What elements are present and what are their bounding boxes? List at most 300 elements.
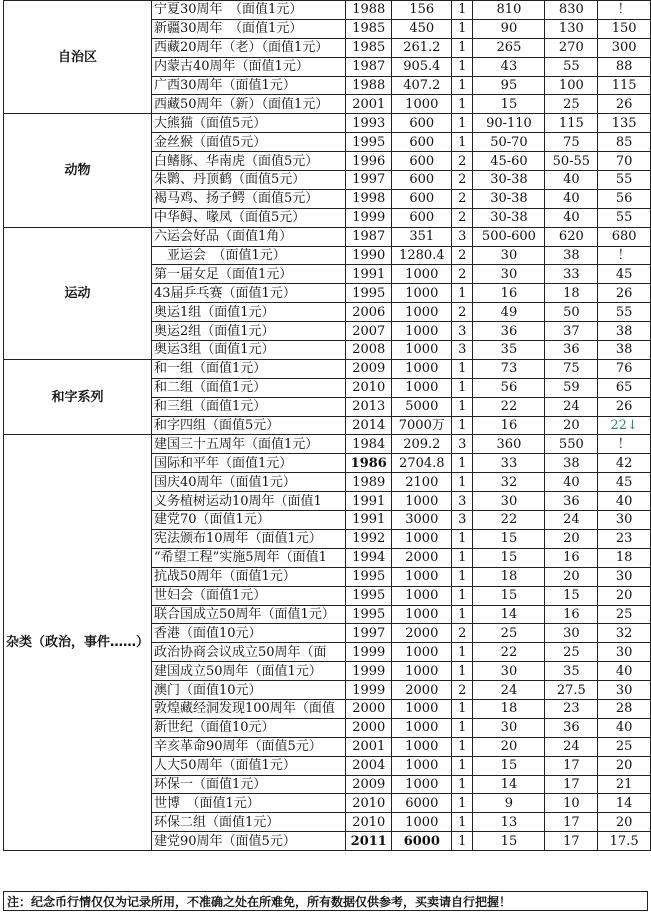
p3-cell: 65	[598, 378, 651, 397]
p2-cell: 20	[545, 416, 598, 435]
p1-cell: 30	[473, 718, 545, 737]
qty-cell: 156	[392, 1, 452, 20]
p2-cell: 40	[545, 208, 598, 227]
p2-cell: 75	[545, 133, 598, 152]
name-cell: 亚运会 （面值1元）	[152, 246, 346, 265]
p2-cell: 36	[545, 492, 598, 511]
p1-cell: 30	[473, 246, 545, 265]
p2-cell: 59	[545, 378, 598, 397]
qty-cell: 600	[392, 133, 452, 152]
qty-cell: 2000	[392, 548, 452, 567]
p3-cell: ！	[598, 435, 651, 454]
name-cell: 政治协商会议成立50周年（面	[152, 643, 346, 662]
p3-cell: 20	[598, 586, 651, 605]
qty-cell: 1000	[392, 605, 452, 624]
p1-cell: 73	[473, 359, 545, 378]
year-cell: 1987	[346, 57, 392, 76]
name-cell: 抗战50周年（面值1元）	[152, 567, 346, 586]
name-cell: 和二组（面值1元）	[152, 378, 346, 397]
pkg-cell: 1	[452, 1, 473, 20]
p1-cell: 30-38	[473, 171, 545, 190]
p2-cell: 10	[545, 794, 598, 813]
qty-cell: 5000	[392, 397, 452, 416]
p2-cell: 24	[545, 397, 598, 416]
qty-cell: 2704.8	[392, 454, 452, 473]
qty-cell: 1000	[392, 492, 452, 511]
p2-cell: 130	[545, 19, 598, 38]
name-cell: 建国成立50周年（面值1元）	[152, 662, 346, 681]
p1-cell: 20	[473, 737, 545, 756]
p3-cell: 21	[598, 775, 651, 794]
pkg-cell: 2	[452, 303, 473, 322]
p3-cell: 70	[598, 152, 651, 171]
qty-cell: 1000	[392, 378, 452, 397]
pkg-cell: 1	[452, 95, 473, 114]
p3-cell: 40	[598, 718, 651, 737]
pkg-cell: 1	[452, 586, 473, 605]
qty-cell: 1000	[392, 265, 452, 284]
year-cell: 1995	[346, 133, 392, 152]
p2-cell: 15	[545, 586, 598, 605]
p2-cell: 50	[545, 303, 598, 322]
p3-cell: 55	[598, 171, 651, 190]
p1-cell: 18	[473, 699, 545, 718]
p3-cell: 115	[598, 76, 651, 95]
name-cell: 环保一（面值1元）	[152, 775, 346, 794]
name-cell: 奥运2组（面值1元）	[152, 322, 346, 341]
p1-cell: 30-38	[473, 189, 545, 208]
name-cell: 大熊猫（面值5元）	[152, 114, 346, 133]
category-cell: 杂类（政治，事件……）	[4, 435, 152, 851]
p1-cell: 24	[473, 681, 545, 700]
year-cell: 1990	[346, 246, 392, 265]
category-cell: 和字系列	[4, 359, 152, 435]
qty-cell: 1000	[392, 718, 452, 737]
p2-cell: 17	[545, 775, 598, 794]
name-cell: 六运会好品（面值1角）	[152, 227, 346, 246]
year-cell: 2011	[346, 832, 392, 851]
pkg-cell: 2	[452, 208, 473, 227]
qty-cell: 600	[392, 208, 452, 227]
pkg-cell: 1	[452, 775, 473, 794]
pkg-cell: 1	[452, 473, 473, 492]
p3-cell: 680	[598, 227, 651, 246]
p1-cell: 35	[473, 341, 545, 360]
pkg-cell: 1	[452, 38, 473, 57]
year-cell: 1999	[346, 681, 392, 700]
name-cell: 澳门（面值10元）	[152, 681, 346, 700]
p3-cell: 30	[598, 643, 651, 662]
p1-cell: 95	[473, 76, 545, 95]
p3-cell: 85	[598, 133, 651, 152]
pkg-cell: 1	[452, 416, 473, 435]
year-cell: 1988	[346, 76, 392, 95]
p2-cell: 40	[545, 189, 598, 208]
p2-cell: 830	[545, 1, 598, 20]
p2-cell: 17	[545, 756, 598, 775]
qty-cell: 2000	[392, 624, 452, 643]
qty-cell: 3000	[392, 511, 452, 530]
pkg-cell: 1	[452, 114, 473, 133]
p3-cell: 38	[598, 322, 651, 341]
p2-cell: 18	[545, 284, 598, 303]
name-cell: 宪法颁布10周年（面值1元）	[152, 529, 346, 548]
name-cell: 联合国成立50周年（面值1元）	[152, 605, 346, 624]
name-cell: 和三组（面值1元）	[152, 397, 346, 416]
year-cell: 2004	[346, 756, 392, 775]
pkg-cell: 1	[452, 529, 473, 548]
qty-cell: 1000	[392, 284, 452, 303]
p1-cell: 50-70	[473, 133, 545, 152]
year-cell: 1991	[346, 265, 392, 284]
year-cell: 1999	[346, 208, 392, 227]
pkg-cell: 1	[452, 548, 473, 567]
p1-cell: 13	[473, 813, 545, 832]
qty-cell: 1000	[392, 567, 452, 586]
p1-cell: 360	[473, 435, 545, 454]
qty-cell: 351	[392, 227, 452, 246]
name-cell: 广西30周年（面值1元）	[152, 76, 346, 95]
p2-cell: 36	[545, 718, 598, 737]
p1-cell: 22	[473, 511, 545, 530]
year-cell: 2009	[346, 775, 392, 794]
p1-cell: 33	[473, 454, 545, 473]
p2-cell: 16	[545, 548, 598, 567]
p1-cell: 30	[473, 662, 545, 681]
qty-cell: 905.4	[392, 57, 452, 76]
p2-cell: 17	[545, 813, 598, 832]
qty-cell: 1000	[392, 813, 452, 832]
p3-cell: 17.5	[598, 832, 651, 851]
qty-cell: 1000	[392, 586, 452, 605]
p1-cell: 32	[473, 473, 545, 492]
p3-cell: 30	[598, 511, 651, 530]
pkg-cell: 1	[452, 133, 473, 152]
name-cell: 宁夏30周年 （面值1元）	[152, 1, 346, 20]
p3-cell: ！	[598, 1, 651, 20]
p3-cell: 40	[598, 492, 651, 511]
p1-cell: 265	[473, 38, 545, 57]
p3-cell: 25	[598, 737, 651, 756]
p1-cell: 15	[473, 548, 545, 567]
name-cell: 43届乒乓赛（面值1元）	[152, 284, 346, 303]
p3-cell: 14	[598, 794, 651, 813]
name-cell: 和一组（面值1元）	[152, 359, 346, 378]
name-cell: 褐马鸡、扬子鳄（面值5元）	[152, 189, 346, 208]
qty-cell: 1000	[392, 662, 452, 681]
p3-cell: 55	[598, 303, 651, 322]
p3-cell: 45	[598, 265, 651, 284]
qty-cell: 1000	[392, 359, 452, 378]
year-cell: 2001	[346, 737, 392, 756]
p1-cell: 30	[473, 492, 545, 511]
table-row	[4, 227, 651, 246]
year-cell: 1984	[346, 435, 392, 454]
year-cell: 1985	[346, 19, 392, 38]
year-cell: 2013	[346, 397, 392, 416]
p3-cell: 18	[598, 548, 651, 567]
p3-cell: 38	[598, 341, 651, 360]
qty-cell: 407.2	[392, 76, 452, 95]
p2-cell: 40	[545, 171, 598, 190]
p1-cell: 18	[473, 567, 545, 586]
year-cell: 2010	[346, 794, 392, 813]
p3-cell: 135	[598, 114, 651, 133]
year-cell: 1996	[346, 152, 392, 171]
pkg-cell: 1	[452, 662, 473, 681]
p2-cell: 38	[545, 246, 598, 265]
year-cell: 1999	[346, 662, 392, 681]
p2-cell: 20	[545, 529, 598, 548]
name-cell: 内蒙古40周年（面值1元）	[152, 57, 346, 76]
p2-cell: 25	[545, 95, 598, 114]
name-cell: 金丝猴（面值5元）	[152, 133, 346, 152]
p3-cell: ！	[598, 246, 651, 265]
year-cell: 2007	[346, 322, 392, 341]
footnote: 注：纪念币行情仅仅为记录所用，不准确之处在所难免，所有数据仅供参考，买卖请自行把握！	[3, 891, 648, 911]
name-cell: 敦煌藏经洞发现100周年（面值	[152, 699, 346, 718]
p1-cell: 810	[473, 1, 545, 20]
p1-cell: 16	[473, 284, 545, 303]
p2-cell: 27.5	[545, 681, 598, 700]
qty-cell: 2000	[392, 681, 452, 700]
year-cell: 1988	[346, 1, 392, 20]
p2-cell: 100	[545, 76, 598, 95]
qty-cell: 1000	[392, 643, 452, 662]
qty-cell: 7000万	[392, 416, 452, 435]
p2-cell: 38	[545, 454, 598, 473]
p1-cell: 15	[473, 529, 545, 548]
name-cell: 世博 （面值1元）	[152, 794, 346, 813]
p1-cell: 49	[473, 303, 545, 322]
year-cell: 2000	[346, 699, 392, 718]
year-cell: 1986	[346, 454, 392, 473]
p1-cell: 25	[473, 624, 545, 643]
name-cell: 朱鹮、丹顶鹤（面值5元）	[152, 171, 346, 190]
p2-cell: 75	[545, 359, 598, 378]
name-cell: 国际和平年（面值1元）	[152, 454, 346, 473]
pkg-cell: 1	[452, 756, 473, 775]
year-cell: 1992	[346, 529, 392, 548]
qty-cell: 6000	[392, 794, 452, 813]
qty-cell: 600	[392, 171, 452, 190]
pkg-cell: 1	[452, 699, 473, 718]
pkg-cell: 1	[452, 605, 473, 624]
year-cell: 1991	[346, 511, 392, 530]
name-cell: 建国三十五周年（面值1元）	[152, 435, 346, 454]
category-cell: 动物	[4, 114, 152, 227]
pkg-cell: 1	[452, 567, 473, 586]
pkg-cell: 3	[452, 322, 473, 341]
p1-cell: 30-38	[473, 208, 545, 227]
qty-cell: 1000	[392, 775, 452, 794]
qty-cell: 1000	[392, 756, 452, 775]
category-cell: 自治区	[4, 1, 152, 114]
year-cell: 2006	[346, 303, 392, 322]
p3-cell: 40	[598, 662, 651, 681]
p1-cell: 90	[473, 19, 545, 38]
table-row	[4, 359, 651, 378]
p1-cell: 15	[473, 95, 545, 114]
qty-cell: 209.2	[392, 435, 452, 454]
qty-cell: 1000	[392, 303, 452, 322]
name-cell: 和字四组（面值5元）	[152, 416, 346, 435]
p3-cell: 88	[598, 57, 651, 76]
p3-cell: 42	[598, 454, 651, 473]
p1-cell: 500-600	[473, 227, 545, 246]
p2-cell: 20	[545, 567, 598, 586]
pkg-cell: 2	[452, 246, 473, 265]
name-cell: 建党70（面值1元）	[152, 511, 346, 530]
p1-cell: 15	[473, 586, 545, 605]
name-cell: 义务植树运动10周年（面值1	[152, 492, 346, 511]
p2-cell: 16	[545, 605, 598, 624]
year-cell: 2009	[346, 359, 392, 378]
name-cell: 辛亥革命90周年（面值5元）	[152, 737, 346, 756]
p2-cell: 24	[545, 737, 598, 756]
qty-cell: 600	[392, 114, 452, 133]
year-cell: 2010	[346, 813, 392, 832]
name-cell: 西藏20周年（老）（面值1元）	[152, 38, 346, 57]
pkg-cell: 2	[452, 189, 473, 208]
p3-cell: 20	[598, 813, 651, 832]
p3-cell: 76	[598, 359, 651, 378]
price-table	[3, 0, 651, 851]
qty-cell: 1000	[392, 95, 452, 114]
p2-cell: 36	[545, 341, 598, 360]
pkg-cell: 2	[452, 152, 473, 171]
p3-cell: 25	[598, 605, 651, 624]
p2-cell: 55	[545, 57, 598, 76]
year-cell: 1995	[346, 567, 392, 586]
year-cell: 1994	[346, 548, 392, 567]
year-cell: 1993	[346, 114, 392, 133]
pkg-cell: 1	[452, 284, 473, 303]
pkg-cell: 1	[452, 718, 473, 737]
p3-cell: 56	[598, 189, 651, 208]
p3-cell: 26	[598, 284, 651, 303]
p1-cell: 9	[473, 794, 545, 813]
qty-cell: 450	[392, 19, 452, 38]
pkg-cell: 1	[452, 454, 473, 473]
table-row	[4, 114, 651, 133]
pkg-cell: 2	[452, 681, 473, 700]
p1-cell: 43	[473, 57, 545, 76]
qty-cell: 1000	[392, 737, 452, 756]
p2-cell: 35	[545, 662, 598, 681]
p2-cell: 270	[545, 38, 598, 57]
p2-cell: 40	[545, 473, 598, 492]
name-cell: 西藏50周年（新）（面值1元）	[152, 95, 346, 114]
pkg-cell: 2	[452, 171, 473, 190]
year-cell: 1998	[346, 189, 392, 208]
pkg-cell: 3	[452, 492, 473, 511]
p2-cell: 37	[545, 322, 598, 341]
qty-cell: 1000	[392, 699, 452, 718]
year-cell: 1985	[346, 38, 392, 57]
name-cell: 中华鲟、喙凤（面值5元）	[152, 208, 346, 227]
name-cell: 新世纪（面值10元）	[152, 718, 346, 737]
p3-cell: 55	[598, 208, 651, 227]
qty-cell: 6000	[392, 832, 452, 851]
p3-cell: 22↓	[598, 416, 651, 435]
pkg-cell: 2	[452, 624, 473, 643]
pkg-cell: 1	[452, 378, 473, 397]
year-cell: 1995	[346, 284, 392, 303]
pkg-cell: 3	[452, 341, 473, 360]
table-row	[4, 435, 651, 454]
p1-cell: 45-60	[473, 152, 545, 171]
p3-cell: 26	[598, 95, 651, 114]
year-cell: 1991	[346, 492, 392, 511]
year-cell: 1997	[346, 171, 392, 190]
year-cell: 1995	[346, 605, 392, 624]
pkg-cell: 1	[452, 397, 473, 416]
name-cell: 建党90周年（面值5元）	[152, 832, 346, 851]
p1-cell: 16	[473, 416, 545, 435]
p2-cell: 550	[545, 435, 598, 454]
p3-cell: 30	[598, 567, 651, 586]
pkg-cell: 1	[452, 813, 473, 832]
year-cell: 1999	[346, 643, 392, 662]
table-row	[4, 1, 651, 20]
name-cell: 第一届女足（面值1元）	[152, 265, 346, 284]
pkg-cell: 1	[452, 832, 473, 851]
year-cell: 1989	[346, 473, 392, 492]
p2-cell: 50-55	[545, 152, 598, 171]
p1-cell: 22	[473, 643, 545, 662]
p3-cell: 45	[598, 473, 651, 492]
qty-cell: 600	[392, 189, 452, 208]
year-cell: 2014	[346, 416, 392, 435]
p1-cell: 30	[473, 265, 545, 284]
name-cell: 奥运3组（面值1元）	[152, 341, 346, 360]
pkg-cell: 3	[452, 227, 473, 246]
name-cell: 国庆40周年（面值1元）	[152, 473, 346, 492]
pkg-cell: 1	[452, 57, 473, 76]
p1-cell: 56	[473, 378, 545, 397]
name-cell: 人大50周年（面值1元）	[152, 756, 346, 775]
qty-cell: 2100	[392, 473, 452, 492]
p1-cell: 15	[473, 756, 545, 775]
year-cell: 2001	[346, 95, 392, 114]
qty-cell: 600	[392, 152, 452, 171]
name-cell: 香港（面值10元）	[152, 624, 346, 643]
p1-cell: 22	[473, 397, 545, 416]
p3-cell: 150	[598, 19, 651, 38]
p1-cell: 90-110	[473, 114, 545, 133]
pkg-cell: 1	[452, 737, 473, 756]
year-cell: 1987	[346, 227, 392, 246]
year-cell: 1995	[346, 586, 392, 605]
p1-cell: 14	[473, 775, 545, 794]
p1-cell: 15	[473, 832, 545, 851]
name-cell: 新疆30周年 （面值1元）	[152, 19, 346, 38]
year-cell: 1997	[346, 624, 392, 643]
p2-cell: 115	[545, 114, 598, 133]
p2-cell: 620	[545, 227, 598, 246]
name-cell: 环保二组（面值1元）	[152, 813, 346, 832]
p3-cell: 20	[598, 756, 651, 775]
year-cell: 2000	[346, 718, 392, 737]
name-cell: 奥运1组（面值1元）	[152, 303, 346, 322]
qty-cell: 1000	[392, 341, 452, 360]
year-cell: 2008	[346, 341, 392, 360]
category-cell: 运动	[4, 227, 152, 359]
qty-cell: 1000	[392, 322, 452, 341]
p2-cell: 30	[545, 624, 598, 643]
pkg-cell: 1	[452, 359, 473, 378]
